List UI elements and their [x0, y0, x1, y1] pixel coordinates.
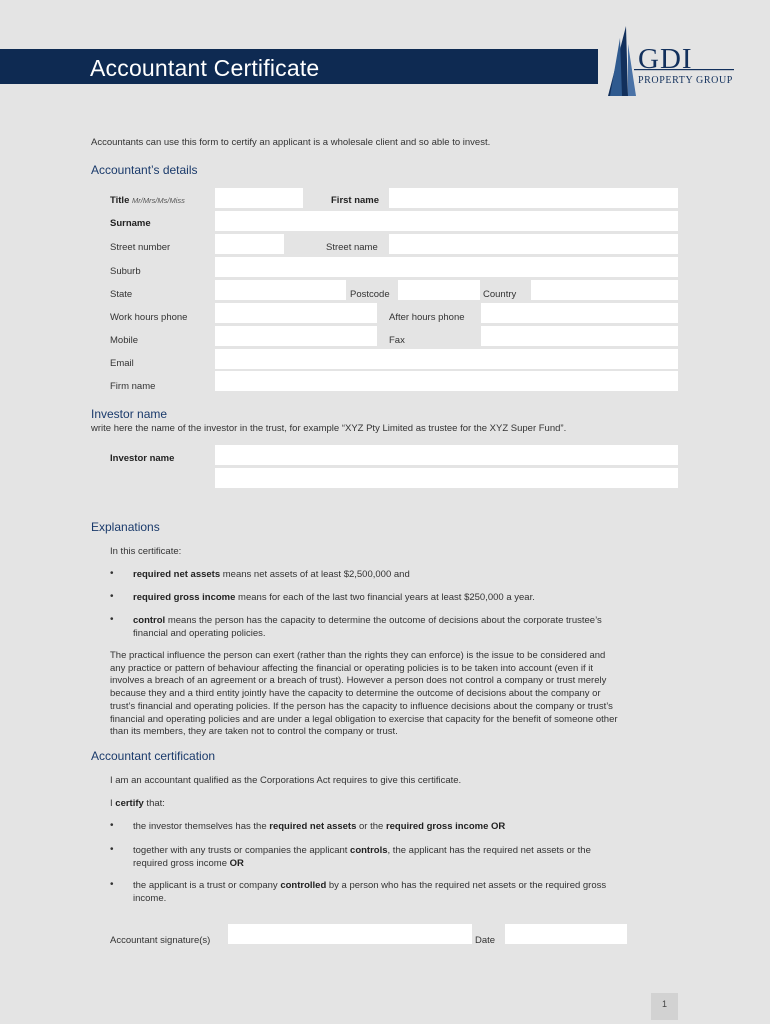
c1-pre: the investor themselves has the — [133, 821, 270, 832]
date-field[interactable] — [505, 924, 627, 944]
first-name-field[interactable] — [389, 188, 678, 208]
title-field[interactable] — [215, 188, 303, 208]
intro-text: Accountants can use this form to certify an applicant is a wholesale client and so able to invest. — [91, 137, 491, 148]
paragraph-line: because they and a third entity jointly have the capacity to determine the outcome of decisions about the company or — [110, 688, 601, 700]
investor-instruction: write here the name of the investor in the trust, for example “XYZ Pty Limited as trustee for the XYZ Super Fund”. — [91, 423, 567, 434]
definition-control — [133, 615, 602, 626]
firm-name-field[interactable] — [215, 371, 678, 391]
date-label: Date — [475, 935, 496, 946]
title-hint: Mr/Mrs/Ms/Miss — [132, 196, 185, 205]
c2-post: , the applicant has the required net assets or the — [387, 845, 591, 856]
paragraph-line: trust’s financial and operating policies. If the person has the capacity to influence decisions about the company or trust’s — [110, 700, 613, 712]
bullet-marker: • — [110, 614, 114, 625]
street-number-field[interactable] — [215, 234, 284, 254]
signature-field[interactable] — [228, 924, 472, 944]
postcode-field[interactable] — [398, 280, 480, 300]
page-title: Accountant Certificate — [90, 55, 320, 81]
page-number: 1 — [651, 993, 678, 1020]
paragraph-line: involves a breach of an agreement or a breach of trust). However a person does not control a company or trust merely — [110, 675, 607, 687]
bullet-marker: • — [110, 591, 114, 602]
certification-condition-3 — [133, 880, 606, 891]
c2-term: controls — [350, 845, 388, 856]
explanations-intro: In this certificate: — [110, 546, 182, 557]
after-hours-label: After hours phone — [389, 312, 465, 323]
street-number-label: Street number — [110, 242, 171, 253]
certification-condition-1 — [133, 821, 505, 832]
paragraph-line: any practice or pattern of behaviour affecting the financial or operating policies is to be taken into account (even if it — [110, 662, 594, 674]
c3-term: controlled — [280, 880, 327, 891]
email-field[interactable] — [215, 349, 678, 369]
certify-word: certify — [115, 798, 144, 809]
signature-label: Accountant signature(s) — [110, 935, 211, 946]
certification-condition-2 — [133, 845, 591, 856]
certify-post: that: — [143, 798, 165, 809]
term-control: control — [133, 615, 166, 626]
definition-control-text: means the person has the capacity to determine the outcome of decisions about the corporate trustee’s — [165, 615, 602, 626]
first-name-label: First name — [331, 195, 380, 206]
after-hours-field[interactable] — [481, 303, 678, 323]
state-field[interactable] — [215, 280, 346, 300]
section-heading-investor: Investor name — [91, 407, 168, 421]
definition-net-assets — [133, 569, 410, 580]
bullet-marker: • — [110, 844, 114, 855]
section-heading-details: Accountant’s details — [91, 163, 198, 177]
term-gross-income: required gross income — [133, 592, 236, 603]
work-phone-field[interactable] — [215, 303, 377, 323]
definition-control-line2: financial and operating policies. — [133, 628, 266, 639]
c3-pre: the applicant is a trust or company — [133, 880, 281, 891]
c2-pre: together with any trusts or companies the applicant — [133, 845, 351, 856]
country-label: Country — [483, 289, 517, 300]
c1-term-1: required net assets — [269, 821, 357, 832]
suburb-field[interactable] — [215, 257, 678, 277]
surname-field[interactable] — [215, 211, 678, 231]
country-field[interactable] — [531, 280, 678, 300]
section-heading-explanations: Explanations — [91, 520, 160, 534]
control-explanation-paragraph — [110, 650, 690, 739]
section-heading-certification: Accountant certification — [91, 749, 216, 763]
logo-wordmark: GDI — [638, 43, 693, 75]
street-name-field[interactable] — [389, 234, 678, 254]
definition-gross-income — [133, 592, 535, 603]
logo-subtitle: PROPERTY GROUP — [638, 75, 733, 86]
mobile-field[interactable] — [215, 326, 377, 346]
investor-name-label: Investor name — [110, 453, 175, 464]
investor-name-field-line2[interactable] — [215, 468, 678, 488]
c2-l2-or: OR — [229, 858, 244, 869]
c2-l2-pre: required gross income — [133, 858, 230, 869]
bullet-marker: • — [110, 879, 114, 890]
state-label: State — [110, 289, 133, 300]
certify-pre: I — [110, 798, 116, 809]
c3-post: by a person who has the required net assets or the required gross — [326, 880, 607, 891]
mobile-label: Mobile — [110, 335, 138, 346]
term-net-assets: required net assets — [133, 569, 221, 580]
title-label — [110, 195, 185, 206]
investor-name-field[interactable] — [215, 445, 678, 465]
c1-mid: or the — [356, 821, 386, 832]
fax-label: Fax — [389, 335, 405, 346]
definition-net-assets-text: means net assets of at least $2,500,000 and — [220, 569, 410, 580]
certification-condition-3-line2: income. — [133, 893, 167, 904]
c1-term-2: required gross income OR — [385, 821, 506, 832]
bullet-marker: • — [110, 568, 114, 579]
certification-statement: I am an accountant qualified as the Corporations Act requires to give this certificate. — [110, 775, 462, 786]
paragraph-line: than its members, they are taken not to control the company or trust. — [110, 726, 398, 738]
bullet-marker: • — [110, 820, 114, 831]
certification-condition-2-line2 — [133, 858, 244, 869]
postcode-label: Postcode — [350, 289, 390, 300]
work-phone-label: Work hours phone — [110, 312, 188, 323]
firm-name-label: Firm name — [110, 381, 156, 392]
suburb-label: Suburb — [110, 266, 141, 277]
surname-label: Surname — [110, 218, 151, 229]
street-name-label: Street name — [326, 242, 378, 253]
fax-field[interactable] — [481, 326, 678, 346]
title-label-text: Title — [110, 195, 130, 206]
definition-gross-income-text: means for each of the last two financial years at least $250,000 a year. — [235, 592, 535, 603]
paragraph-line: The practical influence the person can exert (rather than the rights they can enforce) is the issue to be considered and — [110, 650, 606, 661]
certify-line — [110, 798, 165, 809]
email-label: Email — [110, 358, 134, 369]
paragraph-line: financial and operating policies and are under a legal obligation to exercise that capacity for the benefit of someone other — [110, 713, 618, 725]
